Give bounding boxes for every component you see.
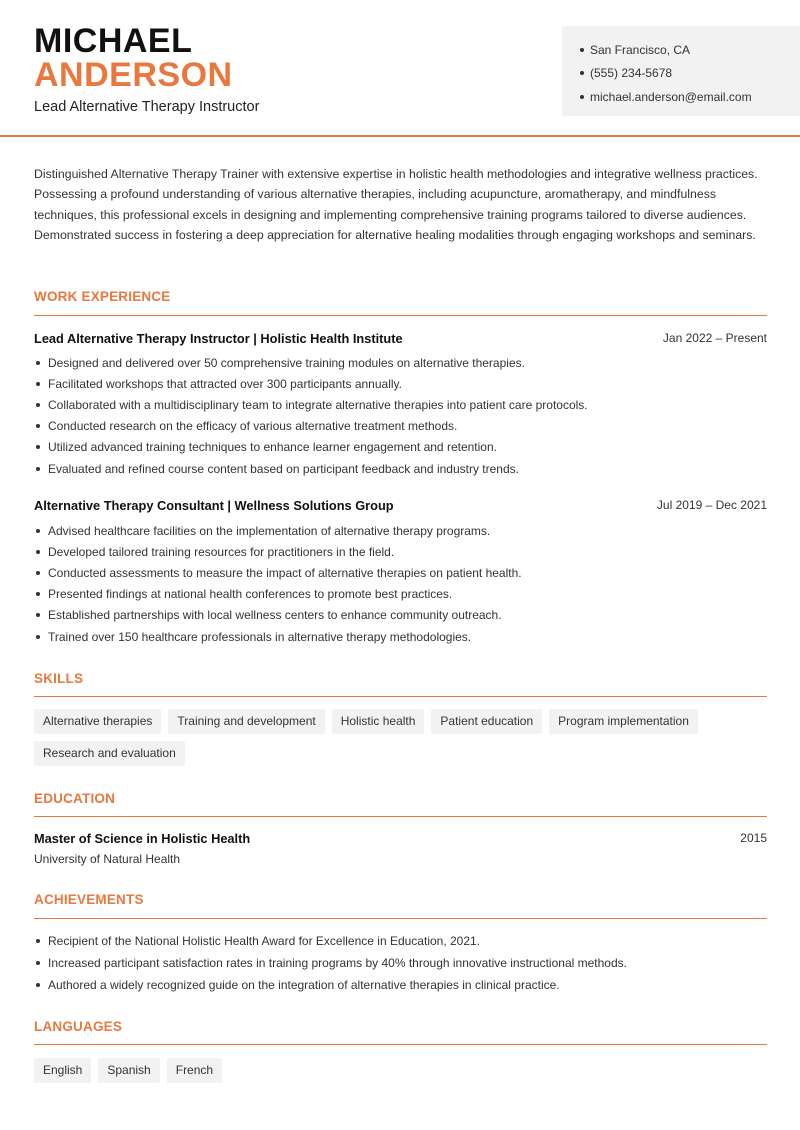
section-divider (34, 696, 767, 697)
skill-chip: Patient education (431, 709, 542, 734)
bullet-icon (36, 983, 40, 987)
bullet-icon (36, 424, 40, 428)
section-title-languages: LANGUAGES (34, 1019, 123, 1034)
list-item (34, 974, 764, 996)
bullet-text: Collaborated with a multidisciplinary team to integrate alternative therapies into patient care protocols. (48, 397, 588, 412)
bullet-icon (580, 71, 584, 75)
contact-location-text: San Francisco, CA (590, 42, 691, 57)
bullet-icon (36, 613, 40, 617)
skills-list (34, 709, 734, 766)
list-item (34, 437, 764, 458)
bullet-icon (36, 382, 40, 386)
bullet-icon (36, 592, 40, 596)
headline: Lead Alternative Therapy Instructor (34, 99, 260, 115)
section-title-work: WORK EXPERIENCE (34, 289, 171, 304)
education-school: University of Natural Health (34, 852, 181, 866)
list-item (34, 584, 764, 605)
list-item (34, 541, 764, 562)
bullet-icon (36, 961, 40, 965)
bullet-icon (36, 361, 40, 365)
last-name: ANDERSON (34, 56, 233, 94)
skill-chip: Program implementation (549, 709, 698, 734)
bullet-text: Established partnerships with local wellness centers to enhance community outreach. (48, 608, 502, 623)
list-item (34, 626, 764, 647)
job-dates: Jul 2019 – Dec 2021 (656, 498, 767, 512)
section-divider (34, 918, 767, 919)
bullet-icon (36, 445, 40, 449)
list-item (34, 952, 764, 974)
bullet-icon (36, 635, 40, 639)
bullet-icon (36, 467, 40, 471)
section-title-achievements: ACHIEVEMENTS (34, 892, 144, 907)
bullet-icon (36, 403, 40, 407)
contact-email-text: michael.anderson@email.com (590, 89, 752, 104)
resume-header (0, 0, 800, 137)
bullet-text: Designed and delivered over 50 comprehensive training modules on alternative therapies. (48, 355, 525, 370)
section-divider (34, 1044, 767, 1045)
bullet-text: Facilitated workshops that attracted over 300 participants annually. (48, 376, 402, 391)
list-item (34, 930, 764, 952)
skill-chip: Holistic health (332, 709, 425, 734)
job-bullets (34, 520, 764, 647)
bullet-text: Utilized advanced training techniques to enhance learner engagement and retention. (48, 440, 497, 455)
contact-email (580, 85, 800, 109)
bullet-icon (580, 48, 584, 52)
job-dates: Jan 2022 – Present (662, 331, 767, 345)
achievements-list (34, 930, 764, 996)
list-item (34, 605, 764, 626)
education-year: 2015 (740, 831, 767, 845)
list-item (34, 458, 764, 479)
contact-phone-text: (555) 234-5678 (590, 66, 673, 81)
language-chip: English (34, 1058, 91, 1083)
contact-location (580, 38, 800, 62)
bullet-icon (36, 529, 40, 533)
bullet-icon (580, 95, 584, 99)
education-degree: Master of Science in Holistic Health (34, 831, 251, 846)
list-item (34, 562, 764, 583)
bullet-text: Advised healthcare facilities on the implementation of alternative therapy programs. (48, 523, 491, 538)
job-title: Lead Alternative Therapy Instructor | Holistic Health Institute (34, 331, 403, 346)
skill-chip: Research and evaluation (34, 741, 185, 766)
bullet-text: Developed tailored training resources for practitioners in the field. (48, 544, 395, 559)
bullet-icon (36, 550, 40, 554)
section-title-education: EDUCATION (34, 791, 116, 806)
first-name: MICHAEL (34, 22, 193, 60)
section-title-skills: SKILLS (34, 671, 84, 686)
contact-box (562, 26, 800, 116)
bullet-text: Increased participant satisfaction rates in training programs by 40% through innovative instructional methods. (48, 956, 627, 970)
section-divider (34, 315, 767, 316)
summary: Distinguished Alternative Therapy Trainer with extensive expertise in holistic health methodologies and integrative wellness practices. Possessing a profound understanding of various alternative therapies, including acupuncture, aromatherapy, and mindfulness techniques, this professional excels in designing and implementing comprehensive training programs tailored to diverse audiences. Demonstrated success in fostering a deep appreciation for alternative healing modalities through engaging workshops and seminars. (34, 167, 758, 243)
section-divider (34, 816, 767, 817)
bullet-text: Presented findings at national health conferences to promote best practices. (48, 587, 453, 602)
list-item (34, 373, 764, 394)
bullet-text: Trained over 150 healthcare professionals in alternative therapy methodologies. (48, 629, 472, 644)
list-item (34, 520, 764, 541)
languages-list (34, 1058, 734, 1083)
job-title: Alternative Therapy Consultant | Wellness Solutions Group (34, 498, 394, 513)
bullet-text: Conducted research on the efficacy of various alternative treatment methods. (48, 419, 458, 434)
language-chip: Spanish (98, 1058, 159, 1083)
list-item (34, 394, 764, 415)
language-chip: French (167, 1058, 222, 1083)
skill-chip: Training and development (168, 709, 324, 734)
bullet-icon (36, 939, 40, 943)
bullet-text: Recipient of the National Holistic Health Award for Excellence in Education, 2021. (48, 934, 481, 948)
bullet-text: Conducted assessments to measure the impact of alternative therapies on patient health. (48, 565, 522, 580)
contact-phone (580, 62, 800, 86)
skill-chip: Alternative therapies (34, 709, 161, 734)
list-item (34, 352, 764, 373)
bullet-text: Evaluated and refined course content based on participant feedback and industry trends. (48, 461, 519, 476)
bullet-icon (36, 571, 40, 575)
bullet-text: Authored a widely recognized guide on the integration of alternative therapies in clinical practice. (48, 978, 560, 992)
job-bullets (34, 352, 764, 479)
list-item (34, 416, 764, 437)
